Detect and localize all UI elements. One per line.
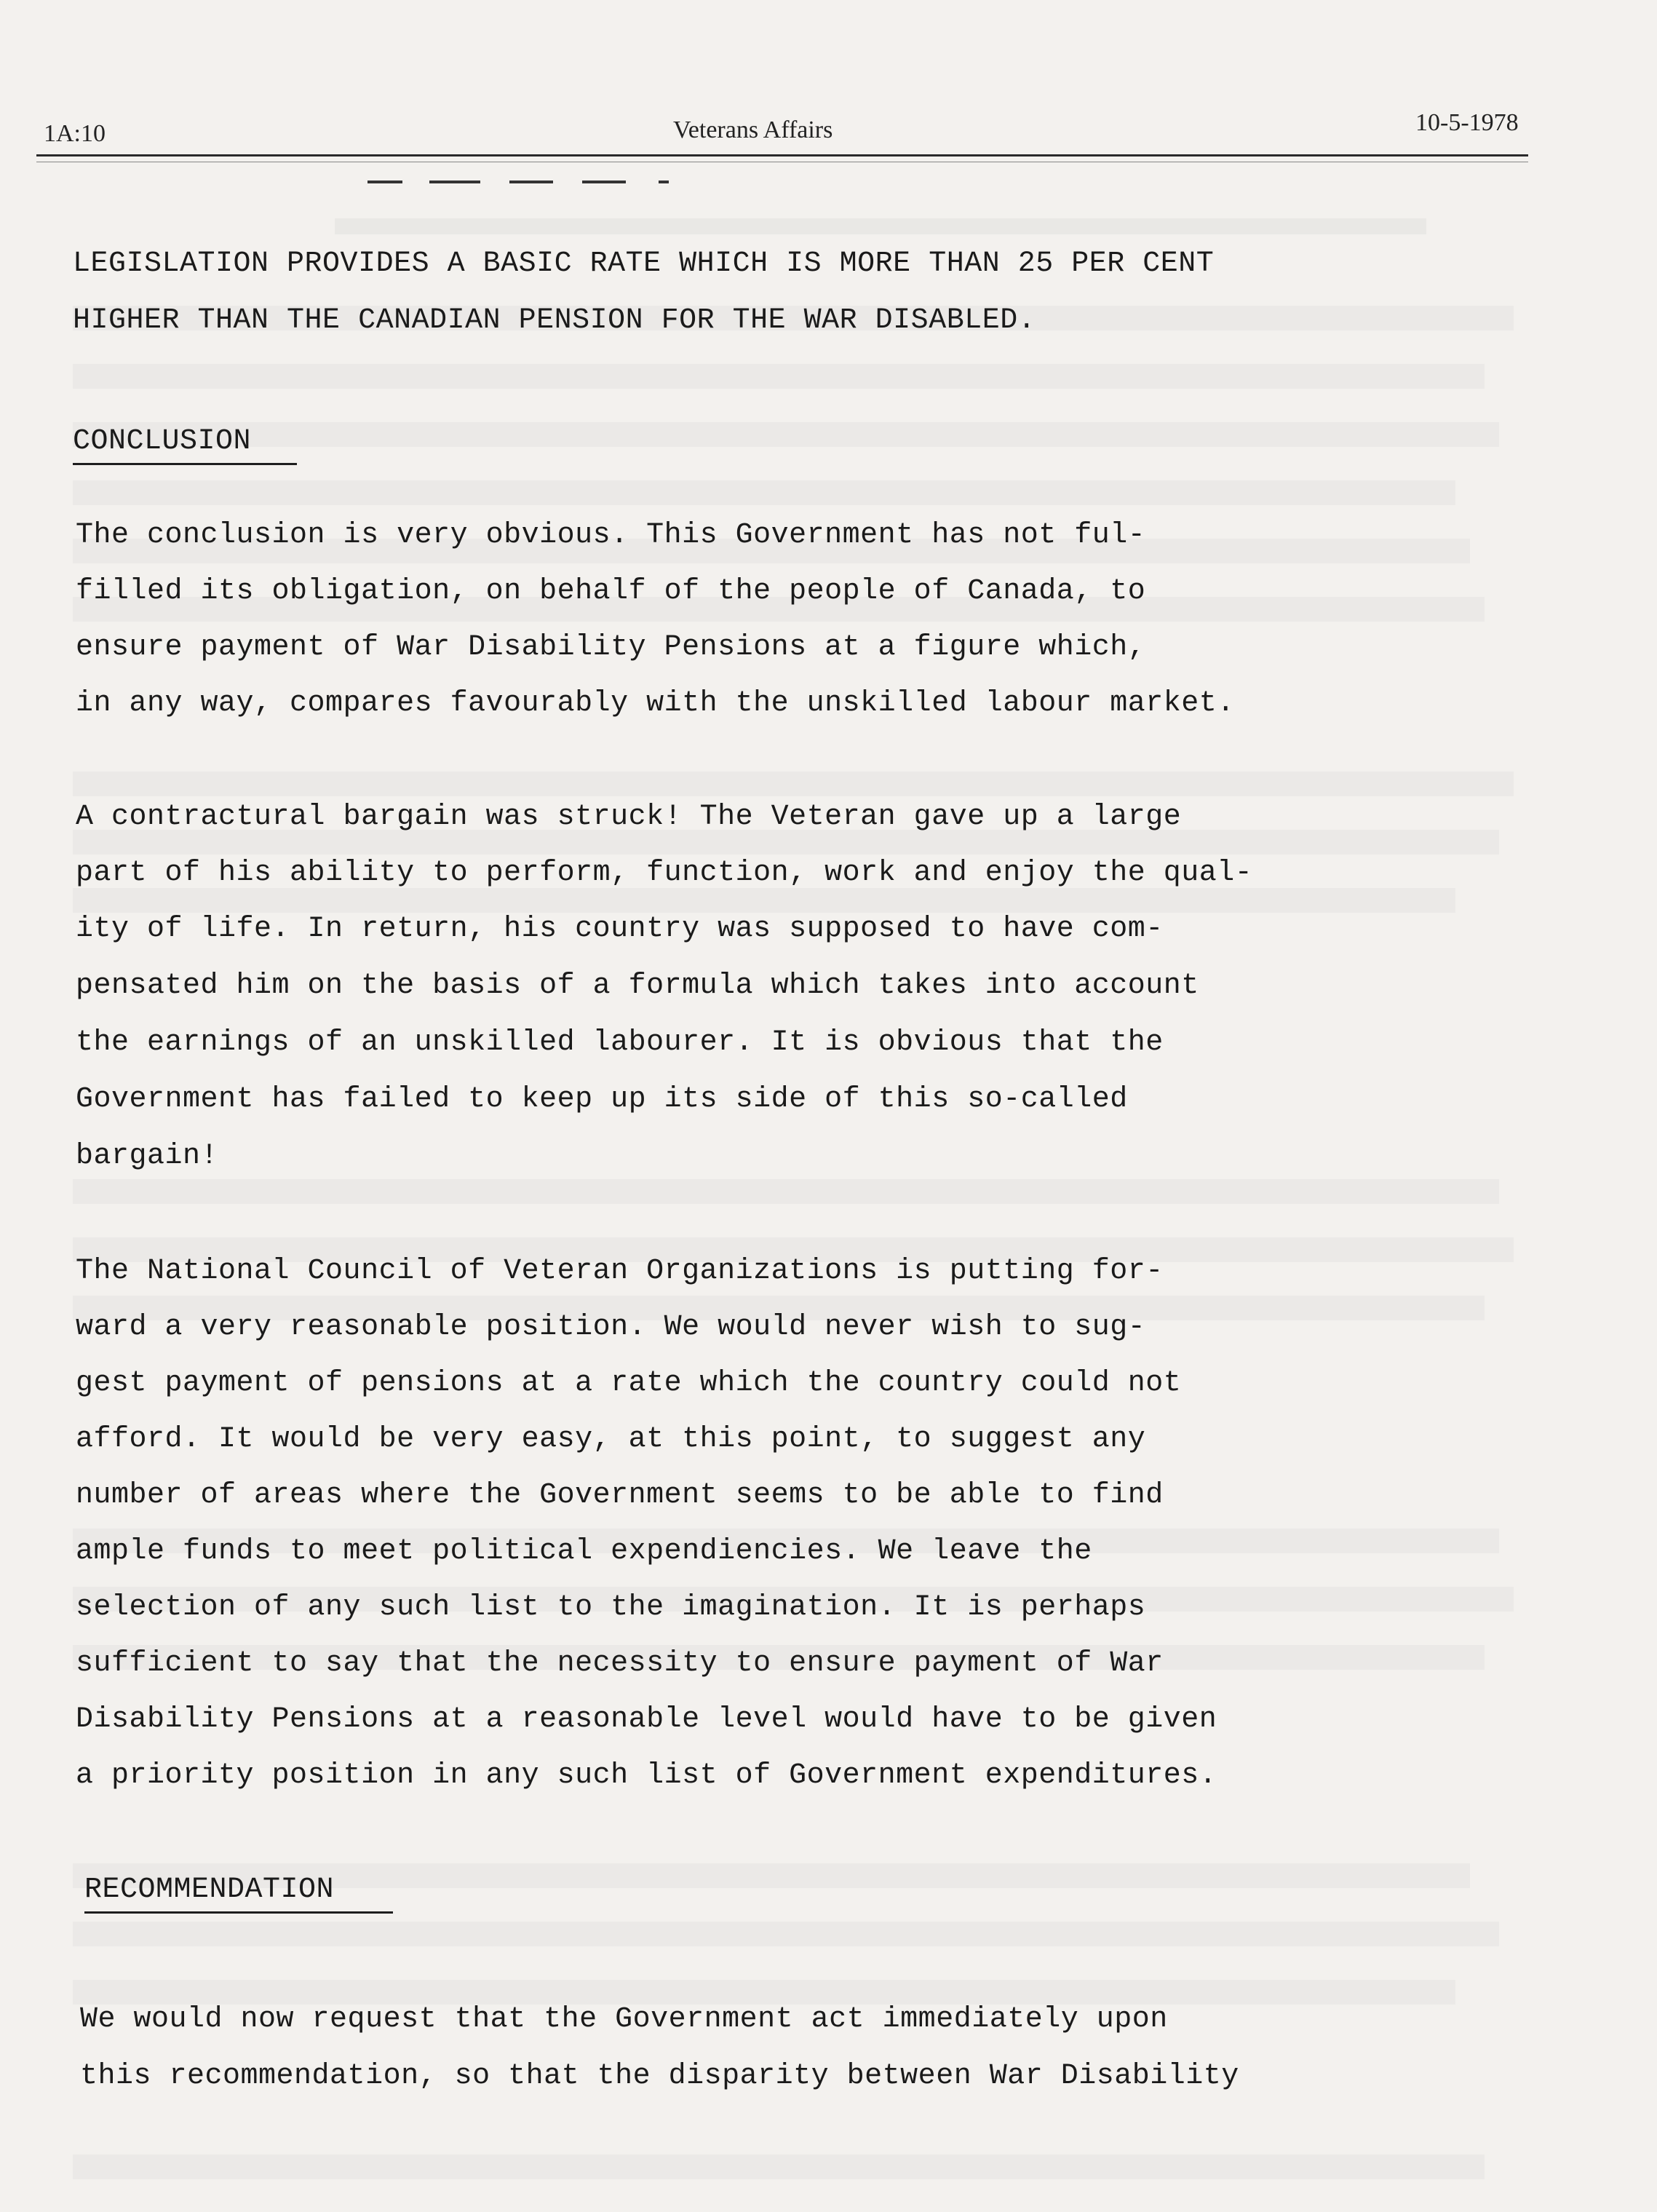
body-line: the earnings of an unskilled labourer. It is obvious that the [76,1026,1164,1059]
header-rule [36,154,1528,156]
dash-mark [509,181,553,183]
dash-mark [429,181,480,183]
body-line: gest payment of pensions at a rate which the country could not [76,1367,1182,1400]
dash-mark [367,181,402,183]
dash-mark [659,181,669,183]
body-line: number of areas where the Government seems to be able to find [76,1479,1164,1512]
body-line: HIGHER THAN THE CANADIAN PENSION FOR THE WAR DISABLED. [73,304,1036,337]
body-line: part of his ability to perform, function, work and enjoy the qual- [76,857,1253,889]
body-line: Disability Pensions at a reasonable level would have to be given [76,1703,1217,1736]
body-line: ity of life. In return, his country was supposed to have com- [76,913,1164,946]
body-line: afford. It would be very easy, at this point, to suggest any [76,1423,1146,1456]
running-title: Veterans Affairs [673,116,833,143]
body-line: The National Council of Veteran Organizations is putting for- [76,1255,1164,1288]
body-line: sufficient to say that the necessity to ensure payment of War [76,1647,1164,1680]
body-line: ensure payment of War Disability Pensions at a figure which, [76,631,1146,664]
heading-underline [84,1911,393,1914]
dash-mark [582,181,626,183]
body-line: Government has failed to keep up its side of this so-called [76,1083,1128,1116]
body-line: We would now request that the Government act immediately upon [80,2003,1168,2036]
section-heading-conclusion: CONCLUSION [73,425,252,458]
body-line: ample funds to meet political expendiencies. We leave the [76,1535,1092,1568]
header-date: 10-5-1978 [1415,109,1519,136]
body-line: this recommendation, so that the disparity between War Disability [80,2060,1239,2093]
body-line: filled its obligation, on behalf of the people of Canada, to [76,575,1146,608]
body-line: LEGISLATION PROVIDES A BASIC RATE WHICH IS MORE THAN 25 PER CENT [73,247,1215,280]
section-heading-recommendation: RECOMMENDATION [84,1874,335,1906]
page-reference: 1A:10 [44,120,106,147]
body-line: bargain! [76,1140,219,1173]
body-line: a priority position in any such list of Government expenditures. [76,1759,1217,1792]
body-line: in any way, compares favourably with the unskilled labour market. [76,687,1235,720]
heading-underline [73,463,297,465]
body-line: pensated him on the basis of a formula which takes into account [76,970,1199,1002]
body-line: ward a very reasonable position. We would never wish to sug- [76,1311,1146,1344]
body-line: A contractural bargain was struck! The Veteran gave up a large [76,801,1182,833]
body-line: selection of any such list to the imagination. It is perhaps [76,1591,1146,1624]
body-line: The conclusion is very obvious. This Government has not ful- [76,519,1146,552]
